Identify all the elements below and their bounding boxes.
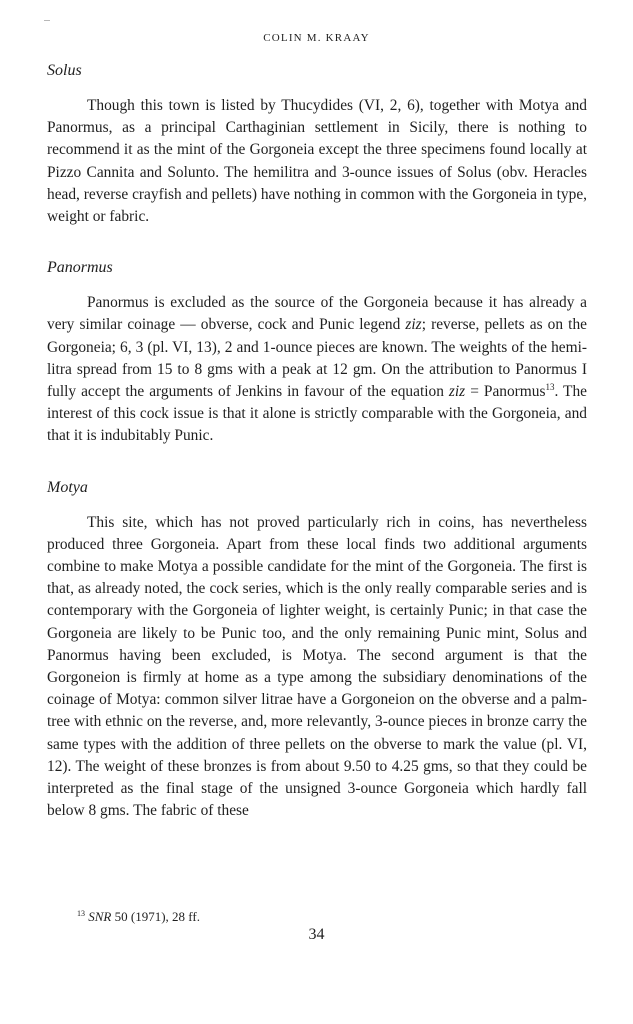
text-run: . The interest of this cock issue is that it alone is strictly comparable with the Gorgoneia, and that it is indubitably Punic. [47, 383, 587, 445]
footnote [77, 908, 200, 926]
footnote-reference[interactable]: 13 [545, 382, 555, 393]
text-run: = Panormus [465, 383, 546, 401]
paragraph-motya: This site, which has not proved particularly rich in coins, has nevertheless produced three Gorgoneia. Apart from these local finds two additional arguments combine to make Motya a possible candidate for the mint of the Gorgoneia. The first is that, as already noted, the cock series, which is the only really comparable series and is contemporary with the Gorgoneia of lighter weight, is certainly Punic; in that case the Gorgoneia are likely to be Punic too, and the only remaining Punic mint, Solus and Panormus having been excluded, is Motya. The second argument is that the Gorgoneion is firmly at home as a type among the subsidiary denominations of the coinage of Motya: common silver litrae have a Gorgoneion on the obverse and a palm-tree with ethnic on the reverse, and, more relevantly, 3-ounce pieces in bronze carry the same types with the addition of three pellets on the obverse to mark the value (pl. VI, 12). The weight of these bronzes is from about 9.50 to 4.25 gms, so that they could be interpreted as the final stage of the unsigned 3-ounce Gorgoneia which hardly fall below 8 gms. The fabric of these [47, 513, 587, 820]
italic-term-ziz: ziz [405, 316, 422, 334]
page-number: 34 [308, 926, 325, 943]
section-heading-motya: Motya [47, 478, 88, 496]
footnote-number: 13 [77, 909, 85, 918]
running-head: COLIN M. KRAAY [263, 32, 370, 44]
paragraph-panormus [47, 292, 587, 447]
text-run: ; reverse, pellets as on the Gorgoneia; 6, 3 (pl. VI, 13), 2 and 1-ounce pieces are known. The weights of the hemi-litra spread from 15 to 8 gms with a peak at 12 gm. On the attribution to Panormus I fully accept the arguments of Jenkins in favour of the equation [47, 316, 587, 401]
scan-mark [44, 20, 50, 21]
footnote-text: 50 (1971), 28 ff. [111, 909, 200, 924]
section-heading-panormus: Panormus [47, 259, 113, 277]
section-heading-solus: Solus [47, 62, 82, 79]
italic-term-ziz: ziz [448, 383, 466, 401]
paragraph-solus: Though this town is listed by Thucydides (VI, 2, 6), together with Motya and Panormus, as a principal Carthaginian settlement in Sicily, there is nothing to recommend it as the mint of the Gorgoneia except the three specimens found locally at Pizzo Cannita and Solunto. The hemilitra and 3-ounce issues of Solus (obv. Heracles head, reverse crayfish and pellets) have nothing in common with the Gorgoneia in type, weight or fabric. [47, 97, 587, 226]
footnote-journal: SNR [88, 909, 112, 924]
body-text [47, 60, 587, 822]
text-run: Panormus is excluded as the source of the Gorgoneia because it has already a very similar coinage — obverse, cock and Punic legend [47, 294, 587, 334]
